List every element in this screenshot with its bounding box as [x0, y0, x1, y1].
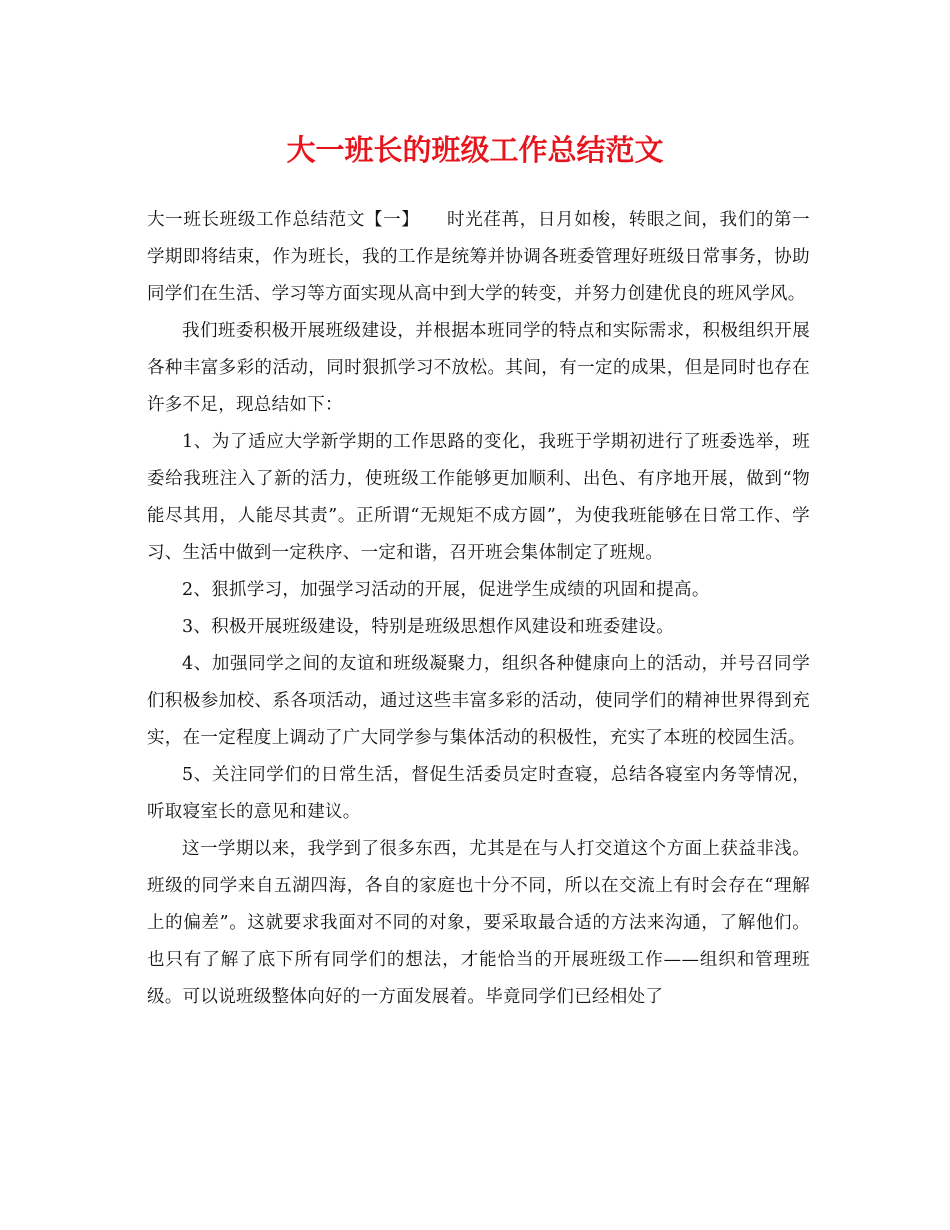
paragraph-item-1: 1、为了适应大学新学期的工作思路的变化，我班于学期初进行了班委选举，班委给我班注入了新的活力，使班级工作能够更加顺利、出色、有序地开展，做到“物能尽其用，人能尽其责”。正所谓“无规矩不成方圆”，为使我班能够在日常工作、学习、生活中做到一定秩序、一定和谐，召开班会集体制定了班规。	[147, 432, 810, 563]
paragraph-item-2: 2、狠抓学习，加强学习活动的开展，促进学生成绩的巩固和提高。	[182, 580, 710, 600]
paragraph-intro: 大一班长班级工作总结范文【一】 时光荏苒，日月如梭，转眼之间，我们的第一学期即将结束，作为班长，我的工作是统筹并协调各班委管理好班级日常事务，协助同学们在生活、学习等方面实现从高中到大学的转变，并努力创建优良的班风学风。	[147, 210, 810, 304]
document-body	[147, 202, 810, 1016]
paragraph-item-4: 4、加强同学之间的友谊和班级凝聚力，组织各种健康向上的活动，并号召同学们积极参加校、系各项活动，通过这些丰富多彩的活动，使同学们的精神世界得到充实，在一定程度上调动了广大同学参与集体活动的积极性，充实了本班的校园生活。	[147, 654, 810, 748]
paragraph-reflection: 这一学期以来，我学到了很多东西，尤其是在与人打交道这个方面上获益非浅。班级的同学来自五湖四海，各自的家庭也十分不同，所以在交流上有时会存在“理解上的偏差”。这就要求我面对不同的对象，要采取最合适的方法来沟通，了解他们。也只有了解了底下所有同学们的想法，才能恰当的开展班级工作——组织和管理班级。可以说班级整体向好的一方面发展着。毕竟同学们已经相处了	[147, 839, 810, 1007]
paragraph-item-3: 3、积极开展班级建设，特别是班级思想作风建设和班委建设。	[182, 617, 675, 637]
paragraph-summary: 我们班委积极开展班级建设，并根据本班同学的特点和实际需求，积极组织开展各种丰富多彩的活动，同时狠抓学习不放松。其间，有一定的成果，但是同时也存在许多不足，现总结如下：	[147, 321, 810, 415]
page-title: 大一班长的班级工作总结范文	[286, 133, 664, 167]
paragraph-item-5: 5、关注同学们的日常生活，督促生活委员定时查寝，总结各寝室内务等情况，听取寝室长的意见和建议。	[147, 765, 810, 822]
